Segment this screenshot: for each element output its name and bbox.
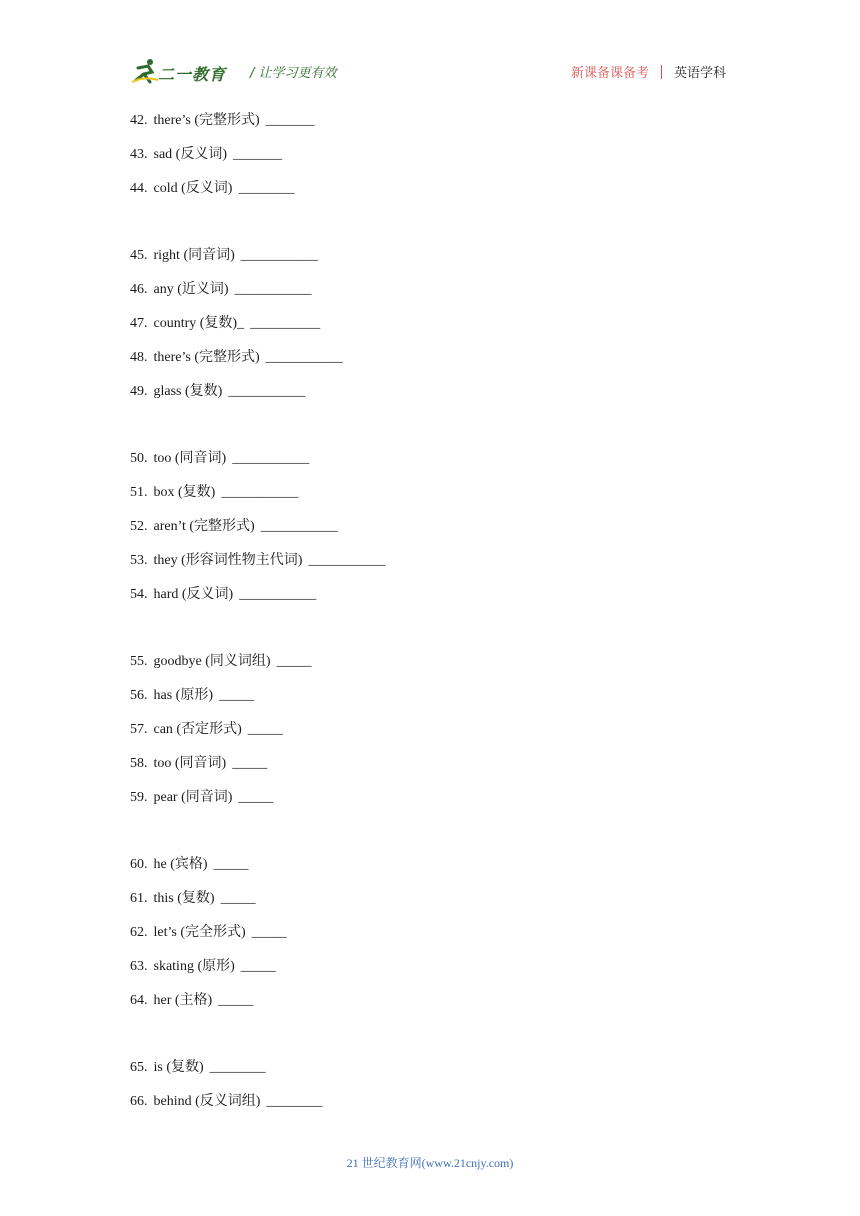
exercise-item [130,110,315,132]
item-number: 49. [130,384,148,399]
answer-blank[interactable]: ___________ [234,282,312,297]
answer-blank[interactable]: _____ [276,654,312,669]
slogan: / 让学习更有效 [250,66,337,81]
item-number: 46. [130,282,148,297]
exercise-item [130,719,283,741]
item-prompt: country (复数)_ [153,316,245,331]
item-number: 58. [130,756,148,771]
answer-blank[interactable]: _______ [233,147,282,162]
header-right [571,62,726,81]
answer-blank[interactable]: ________ [266,1094,323,1109]
exercise-item [130,787,273,809]
item-number: 48. [130,350,148,365]
answer-blank[interactable]: _____ [218,993,254,1008]
exercise-item [130,178,294,200]
item-prompt: her (主格) [153,993,213,1008]
footer-source: 21 世纪教育网(www.21cnjy.com) [346,1156,514,1170]
exercise-item [130,990,253,1012]
answer-blank[interactable]: ___________ [232,451,310,466]
answer-blank[interactable]: _____ [219,688,254,703]
answer-blank[interactable]: _____ [247,722,283,737]
exercise-item [130,1091,322,1113]
runner-logo-icon [130,56,160,86]
item-number: 51. [130,485,148,500]
answer-blank[interactable]: ___________ [265,350,343,365]
item-number: 61. [130,891,148,906]
answer-blank[interactable]: ________ [209,1060,266,1075]
exercise-item [130,313,320,335]
item-number: 43. [130,147,148,162]
item-prompt: too (同音词) [153,451,227,466]
exercise-item [130,753,267,775]
item-number: 42. [130,113,148,128]
item-prompt: too (同音词) [153,756,227,771]
item-number: 52. [130,519,148,534]
item-prompt: hard (反义词) [153,587,234,602]
exercise-item [130,279,312,301]
exercise-item [130,956,276,978]
exercise-item [130,245,318,267]
answer-blank[interactable]: ___________ [308,553,386,568]
exercise-item [130,347,343,369]
exercise-item [130,584,316,606]
item-number: 55. [130,654,148,669]
item-number: 53. [130,553,148,568]
logo [130,56,238,86]
answer-blank[interactable]: _______ [265,113,315,128]
item-number: 65. [130,1060,148,1075]
item-number: 66. [130,1094,148,1109]
logo-text: 二一教育 [158,65,227,84]
item-number: 62. [130,925,148,940]
header-tagline: 新课备课备考 [570,66,649,81]
answer-blank[interactable]: ________ [238,181,295,196]
item-number: 44. [130,181,148,196]
exercise-item [130,550,385,572]
item-number: 64. [130,993,148,1008]
exercise-item [130,381,305,403]
item-number: 47. [130,316,148,331]
exercise-item [130,854,249,876]
item-prompt: glass (复数) [153,384,223,399]
answer-blank[interactable]: __________ [250,316,321,331]
item-number: 63. [130,959,148,974]
answer-blank[interactable]: _____ [213,857,249,872]
item-prompt: behind (反义词组) [153,1094,261,1109]
exercise-item [130,144,282,166]
item-prompt: box (复数) [153,485,216,500]
item-prompt: cold (反义词) [153,181,233,196]
exercise-item [130,482,298,504]
item-prompt: goodbye (同义词组) [153,654,271,669]
item-number: 59. [130,790,148,805]
exercise-item [130,888,256,910]
item-prompt: pear (同音词) [153,790,233,805]
header-divider [661,65,662,79]
answer-blank[interactable]: _____ [251,925,287,940]
item-prompt: let’s (完全形式) [153,925,246,940]
item-number: 60. [130,857,148,872]
exercise-item [130,685,254,707]
answer-blank[interactable]: ___________ [260,519,338,534]
item-prompt: aren’t (完整形式) [153,519,255,534]
answer-blank[interactable]: ___________ [240,248,318,263]
item-prompt: this (复数) [153,891,215,906]
item-prompt: there’s (完整形式) [153,113,260,128]
exercise-item [130,448,309,470]
exercise-item [130,922,287,944]
answer-blank[interactable]: _____ [220,891,256,906]
item-number: 54. [130,587,148,602]
exercise-item [130,1057,266,1079]
item-prompt: sad (反义词) [153,147,227,162]
answer-blank[interactable]: ___________ [239,587,317,602]
item-prompt: there’s (完整形式) [153,350,260,365]
item-number: 56. [130,688,148,703]
answer-blank[interactable]: _____ [240,959,276,974]
item-prompt: skating (原形) [153,959,235,974]
answer-blank[interactable]: _____ [238,790,274,805]
exercise-item [130,651,312,673]
answer-blank[interactable]: ___________ [228,384,306,399]
subject-label: 英语学科 [673,66,726,81]
item-prompt: they (形容词性物主代词) [153,553,303,568]
item-prompt: has (原形) [153,688,213,703]
item-number: 57. [130,722,148,737]
item-prompt: he (宾格) [153,857,208,872]
item-number: 50. [130,451,148,466]
item-prompt: is (复数) [153,1060,204,1075]
item-number: 45. [130,248,148,263]
item-prompt: can (否定形式) [153,722,242,737]
page-header [130,56,726,88]
item-prompt: any (近义词) [153,282,229,297]
answer-blank[interactable]: _____ [232,756,268,771]
item-prompt: right (同音词) [153,248,235,263]
exercise-item [130,516,338,538]
answer-blank[interactable]: ___________ [221,485,299,500]
